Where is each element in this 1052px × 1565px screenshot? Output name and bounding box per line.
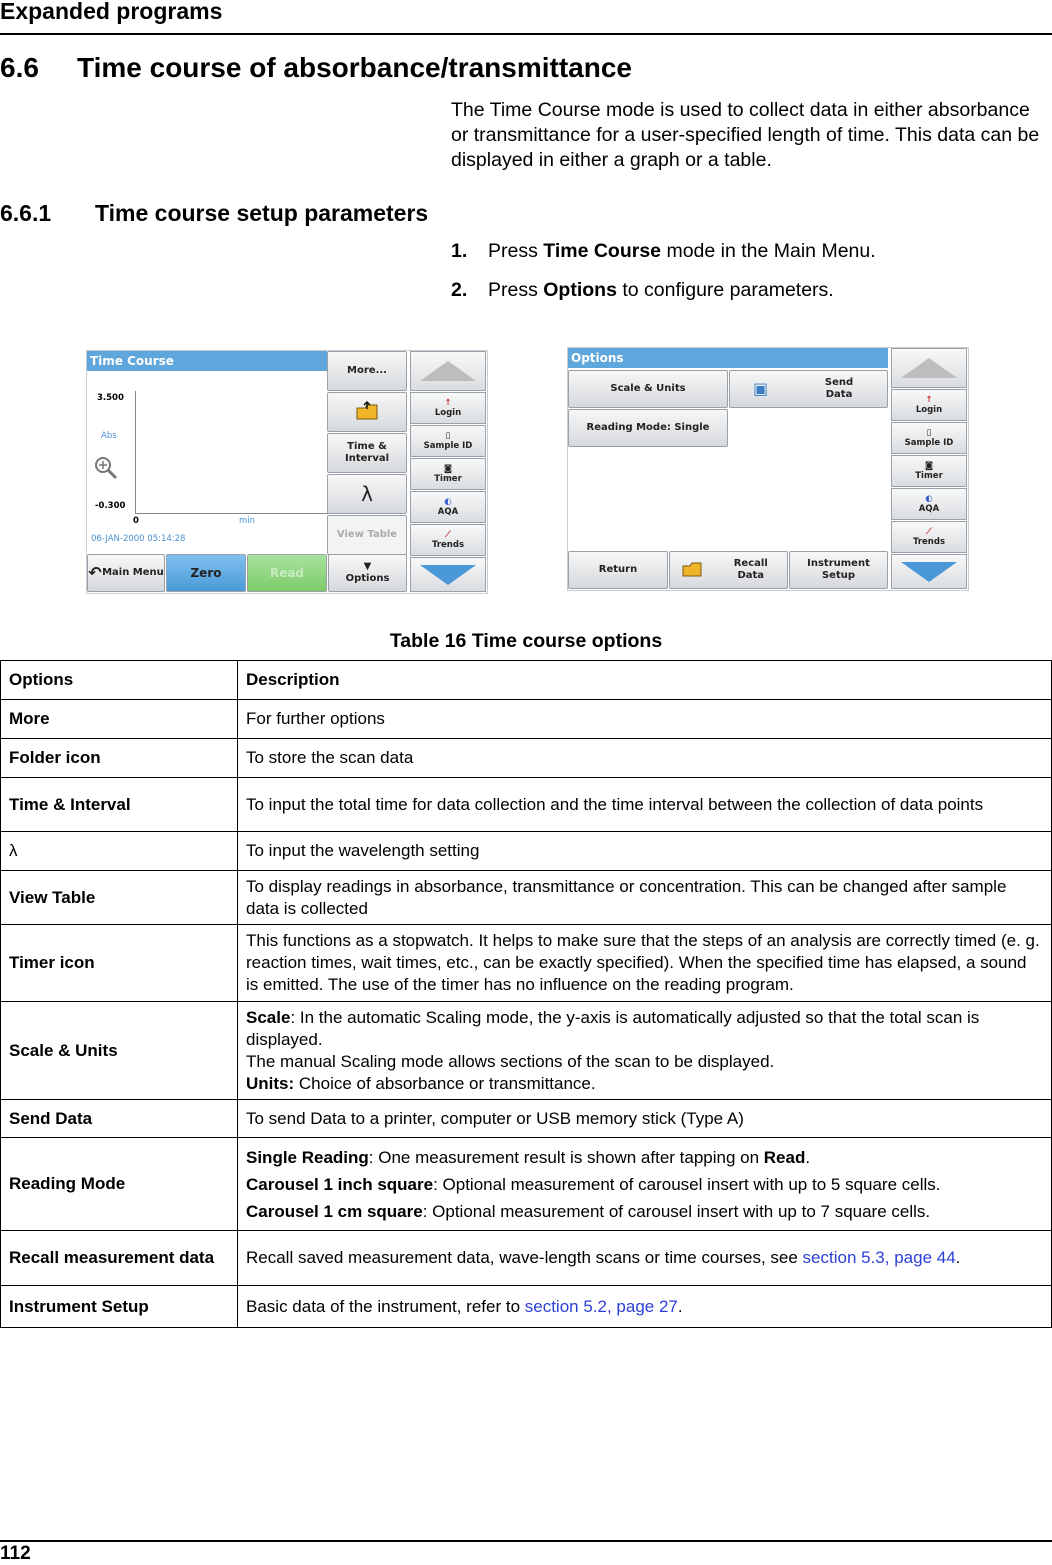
description-cell: For further options bbox=[238, 700, 1052, 739]
text: Recall saved measurement data, wave-length scans or time courses, see bbox=[246, 1248, 803, 1267]
description-cell bbox=[238, 1138, 1052, 1231]
screen-title: Options bbox=[568, 348, 888, 368]
scroll-up-button[interactable] bbox=[891, 348, 967, 388]
text: : One measurement result is shown after tapping on bbox=[368, 1147, 764, 1167]
term: Carousel 1 cm square bbox=[246, 1201, 423, 1221]
trends-button[interactable] bbox=[410, 524, 486, 556]
option-cell: More bbox=[1, 700, 238, 739]
view-table-button[interactable]: View Table bbox=[327, 515, 407, 555]
aqa-label: AQA bbox=[918, 504, 940, 514]
header-rule bbox=[0, 33, 1052, 35]
option-cell: Time & Interval bbox=[1, 778, 238, 832]
description-cell: To display readings in absorbance, transmittance or concentration. This can be changed after sample data is collected bbox=[238, 871, 1052, 925]
scroll-up-button[interactable] bbox=[410, 351, 486, 391]
term: Read bbox=[763, 1147, 806, 1167]
timer-button[interactable] bbox=[410, 458, 486, 490]
folder-icon bbox=[355, 400, 379, 424]
trends-icon: ⟋ bbox=[926, 527, 932, 537]
option-cell: Scale & Units bbox=[1, 1002, 238, 1100]
table-row bbox=[1, 1286, 1052, 1328]
computer-icon: ▣ bbox=[752, 379, 769, 398]
zero-button[interactable]: Zero bbox=[166, 554, 246, 592]
section-number: 6.6 bbox=[0, 52, 39, 83]
section-link[interactable]: section 5.2, page 27 bbox=[524, 1296, 678, 1316]
scroll-down-button[interactable] bbox=[891, 554, 967, 589]
description-cell: To input the total time for data collection and the time interval between the collection of data points bbox=[238, 778, 1052, 832]
header-cell: Description bbox=[238, 661, 1052, 700]
x-axis-label: min bbox=[239, 516, 256, 526]
timer-icon: ◙ bbox=[924, 461, 934, 471]
step-text: to configure parameters. bbox=[616, 279, 834, 301]
description-line bbox=[246, 1144, 1043, 1171]
step-keyword: Time Course bbox=[543, 240, 662, 262]
option-cell: Send Data bbox=[1, 1100, 238, 1138]
description-cell: To send Data to a printer, computer or USB memory stick (Type A) bbox=[238, 1100, 1052, 1138]
send-data-label: Send Data bbox=[824, 377, 854, 400]
down-arrow-icon bbox=[899, 560, 959, 584]
term: Units: bbox=[246, 1073, 295, 1093]
term: Single Reading bbox=[246, 1147, 369, 1167]
date-time: 06-JAN-2000 05:14:28 bbox=[91, 534, 186, 544]
option-cell: Reading Mode bbox=[1, 1138, 238, 1231]
timer-label: Timer bbox=[434, 474, 462, 484]
more-button[interactable]: More... bbox=[327, 351, 407, 391]
subsection-title: Time course setup parameters bbox=[95, 200, 429, 226]
login-label: Login bbox=[915, 405, 943, 415]
text: Choice of absorbance or transmittance. bbox=[294, 1073, 596, 1093]
timer-icon: ◙ bbox=[443, 464, 453, 474]
section-title: Time course of absorbance/transmittance bbox=[77, 52, 632, 83]
option-cell: Folder icon bbox=[1, 739, 238, 778]
section-heading bbox=[0, 52, 632, 84]
scale-units-button[interactable]: Scale & Units bbox=[568, 370, 728, 408]
description-cell: To input the wavelength setting bbox=[238, 832, 1052, 871]
recall-data-button[interactable] bbox=[669, 551, 788, 589]
trends-icon: ⟋ bbox=[445, 530, 451, 540]
table-row bbox=[1, 925, 1052, 1002]
table-caption: Table 16 Time course options bbox=[389, 630, 663, 652]
step-text: Press bbox=[488, 240, 544, 262]
option-cell: Recall measurement data bbox=[1, 1231, 238, 1286]
sample-id-button[interactable] bbox=[410, 425, 486, 457]
aqa-button[interactable] bbox=[410, 491, 486, 523]
return-button[interactable]: Return bbox=[568, 551, 668, 589]
step-2 bbox=[451, 279, 834, 302]
up-arrow-icon bbox=[899, 356, 959, 380]
timer-button[interactable] bbox=[891, 455, 967, 487]
trends-label: Trends bbox=[912, 537, 946, 547]
text: : Optional measurement of carousel insert with up to 7 square cells. bbox=[422, 1201, 931, 1221]
recall-data-label: Recall Data bbox=[733, 558, 768, 581]
term: Scale bbox=[246, 1007, 291, 1027]
sample-id-label: Sample ID bbox=[423, 441, 473, 451]
send-data-button[interactable] bbox=[729, 370, 888, 408]
up-arrow-icon bbox=[418, 359, 478, 383]
options-label: Options bbox=[345, 573, 390, 584]
folder-icon bbox=[681, 559, 703, 581]
triangle-down-icon: ▼ bbox=[363, 561, 372, 572]
text: : Optional measurement of carousel insert with up to 5 square cells. bbox=[433, 1174, 941, 1194]
table-header-row bbox=[1, 661, 1052, 700]
option-cell: Timer icon bbox=[1, 925, 238, 1002]
main-menu-label: Main Menu bbox=[102, 567, 164, 578]
subsection-number: 6.6.1 bbox=[0, 200, 52, 226]
aqa-button[interactable] bbox=[891, 488, 967, 520]
options-button[interactable] bbox=[328, 554, 407, 592]
sample-id-icon: ▯ bbox=[445, 431, 451, 441]
trends-label: Trends bbox=[431, 540, 465, 550]
text: Basic data of the instrument, refer to bbox=[246, 1296, 525, 1316]
graph-area bbox=[135, 391, 328, 514]
description-cell: This functions as a stopwatch. It helps to make sure that the steps of an analysis are correctly timed (e. g. reaction times, wait times, etc., can be exactly specified). When the specified time has elapsed, a sound is emitted. The use of the timer has no influence on the reading program. bbox=[238, 925, 1052, 1002]
login-button[interactable] bbox=[410, 392, 486, 424]
x-zero-label: 0 bbox=[133, 516, 139, 526]
table-row bbox=[1, 1002, 1052, 1100]
y-axis-label: Abs bbox=[101, 431, 117, 441]
aqa-icon: ◐ bbox=[925, 494, 933, 504]
table-row bbox=[1, 739, 1052, 778]
aqa-icon: ◐ bbox=[444, 497, 452, 507]
description-line: The manual Scaling mode allows sections of the scan to be displayed. bbox=[246, 1051, 775, 1071]
down-arrow-icon bbox=[418, 563, 478, 587]
options-table bbox=[0, 660, 1052, 1328]
description-line bbox=[246, 1007, 1043, 1051]
time-interval-button[interactable]: Time & Interval bbox=[327, 433, 407, 473]
step-keyword: Options bbox=[543, 279, 617, 301]
text: . bbox=[955, 1248, 961, 1267]
screen-title: Time Course bbox=[87, 351, 327, 371]
table-row bbox=[1, 1138, 1052, 1231]
login-button[interactable] bbox=[891, 389, 967, 421]
aqa-label: AQA bbox=[437, 507, 459, 517]
option-cell: Instrument Setup bbox=[1, 1286, 238, 1328]
login-label: Login bbox=[434, 408, 462, 418]
description-cell bbox=[238, 1231, 1052, 1286]
sample-id-label: Sample ID bbox=[904, 438, 954, 448]
description-cell: To store the scan data bbox=[238, 739, 1052, 778]
step-number: 1. bbox=[451, 240, 468, 262]
sample-id-button[interactable] bbox=[891, 422, 967, 454]
folder-button[interactable] bbox=[327, 392, 407, 432]
table-row bbox=[1, 871, 1052, 925]
description-line bbox=[246, 1073, 1043, 1095]
step-1 bbox=[451, 240, 876, 263]
text: . bbox=[805, 1147, 811, 1167]
table-row bbox=[1, 700, 1052, 739]
page-number: 112 bbox=[0, 1543, 31, 1564]
term: Carousel 1 inch square bbox=[246, 1174, 434, 1194]
description-cell bbox=[238, 1002, 1052, 1100]
description-cell bbox=[238, 1286, 1052, 1328]
description-line bbox=[246, 1198, 1043, 1225]
instrument-setup-button[interactable]: Instrument Setup bbox=[789, 551, 888, 589]
table-row bbox=[1, 832, 1052, 871]
footer-rule bbox=[0, 1540, 1052, 1542]
step-text: mode in the Main Menu. bbox=[661, 240, 876, 262]
read-button[interactable]: Read bbox=[247, 554, 327, 592]
option-cell: View Table bbox=[1, 871, 238, 925]
text: : In the automatic Scaling mode, the y-axis is automatically adjusted so that the total scan is displayed. bbox=[246, 1007, 980, 1049]
scroll-down-button[interactable] bbox=[410, 557, 486, 592]
step-number: 2. bbox=[451, 279, 468, 301]
wavelength-button[interactable]: λ bbox=[327, 474, 407, 514]
main-menu-button[interactable] bbox=[87, 554, 165, 592]
login-icon: ↑ bbox=[444, 398, 452, 408]
timer-label: Timer bbox=[915, 471, 943, 481]
sample-id-icon: ▯ bbox=[926, 428, 932, 438]
reading-mode-button[interactable]: Reading Mode: Single bbox=[568, 409, 728, 447]
subsection-heading bbox=[0, 200, 428, 227]
option-cell: λ bbox=[1, 832, 238, 871]
section-link[interactable]: section 5.3, page 44 bbox=[802, 1248, 956, 1267]
intro-paragraph: The Time Course mode is used to collect data in either absorbance or transmittance for a user-specified length of time. This data can be displayed in either a graph or a table. bbox=[451, 99, 1040, 171]
header-cell: Options bbox=[1, 661, 238, 700]
y-max-label: 3.500 bbox=[97, 393, 124, 403]
back-arrow-icon: ↶ bbox=[88, 563, 102, 582]
options-screenshot bbox=[567, 347, 969, 591]
time-course-screenshot bbox=[86, 350, 488, 594]
trends-button[interactable] bbox=[891, 521, 967, 553]
step-text: Press bbox=[488, 279, 544, 301]
table-row bbox=[1, 1100, 1052, 1138]
running-header: Expanded programs bbox=[0, 0, 223, 24]
table-row bbox=[1, 778, 1052, 832]
table-row bbox=[1, 1231, 1052, 1286]
zoom-icon[interactable] bbox=[93, 455, 119, 481]
y-min-label: -0.300 bbox=[95, 501, 126, 511]
text: . bbox=[677, 1296, 683, 1316]
description-line bbox=[246, 1171, 1043, 1198]
login-icon: ↑ bbox=[925, 395, 933, 405]
